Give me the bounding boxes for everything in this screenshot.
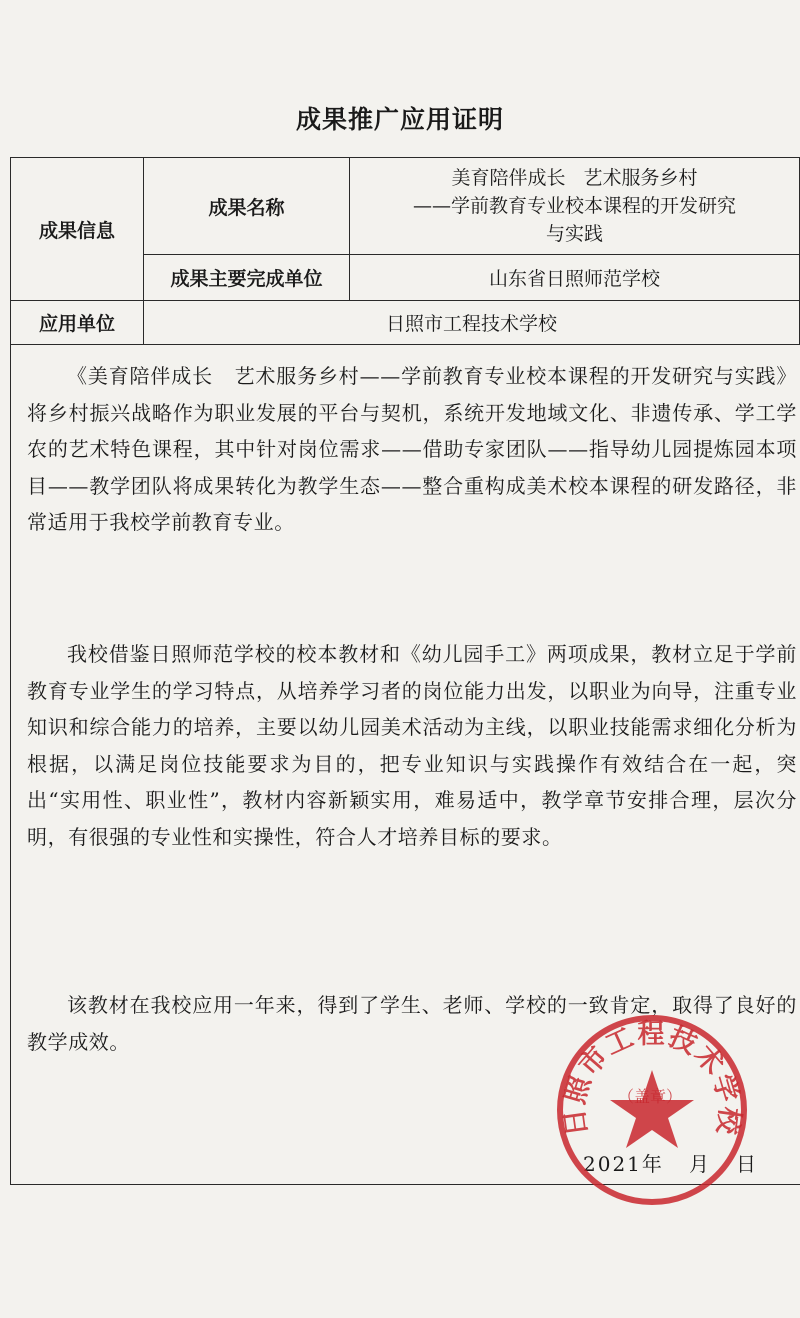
seal-text: 日照市工程技术学校 bbox=[558, 1019, 746, 1139]
paragraph-2: 我校借鉴日照师范学校的校本教材和《幼儿园手工》两项成果，教材立足于学前教育专业学生的学习特点，从培养学习者的岗位能力出发，以职业为向导，注重专业知识和综合能力的培养，主要以幼儿园美术活动为主线，以职业技能需求细化分析为根据，以满足岗位技能要求为目的，把专业知识与实践操作有效结合在一起，突出“实用性、职业性”，教材内容新颖实用，难易适中，教学章节安排合理，层次分明，有很强的专业性和实操性，符合人才培养目标的要求。 bbox=[27, 642, 797, 849]
seal-note: （盖章） bbox=[617, 1087, 683, 1106]
name-label: 成果名称 bbox=[144, 158, 350, 255]
page-title: 成果推广应用证明 bbox=[295, 105, 504, 134]
info-label: 成果信息 bbox=[11, 158, 144, 301]
name-line-1: 美育陪伴成长 艺术服务乡村 bbox=[451, 167, 698, 189]
info-table bbox=[10, 157, 800, 345]
official-seal-icon bbox=[552, 1010, 752, 1210]
paragraph-3: 该教材在我校应用一年来，得到了学生、老师、学校的一致肯定，取得了良好的教学成效。 bbox=[27, 993, 797, 1054]
paragraph-1: 《美育陪伴成长 艺术服务乡村——学前教育专业校本课程的开发研究与实践》将乡村振兴战略作为职业发展的平台与契机，系统开发地域文化、非遗传承、学工学农的艺术特色课程，其中针对岗位需求——借助专家团队——指导幼儿园提炼园本项目——教学团队将成果转化为教学生态——整合重构成美术校本课程的研发路径，非常适用于我校学前教育专业。 bbox=[27, 364, 797, 534]
name-value bbox=[350, 158, 800, 255]
apply-label: 应用单位 bbox=[11, 301, 144, 345]
unit-label: 成果主要完成单位 bbox=[144, 255, 350, 301]
apply-value: 日照市工程技术学校 bbox=[144, 301, 800, 345]
name-line-2: ——学前教育专业校本课程的开发研究 bbox=[412, 195, 736, 217]
unit-value: 山东省日照师范学校 bbox=[350, 255, 800, 301]
name-line-3: 与实践 bbox=[545, 223, 603, 245]
date-line: 2021年 月 日 bbox=[583, 1152, 759, 1176]
